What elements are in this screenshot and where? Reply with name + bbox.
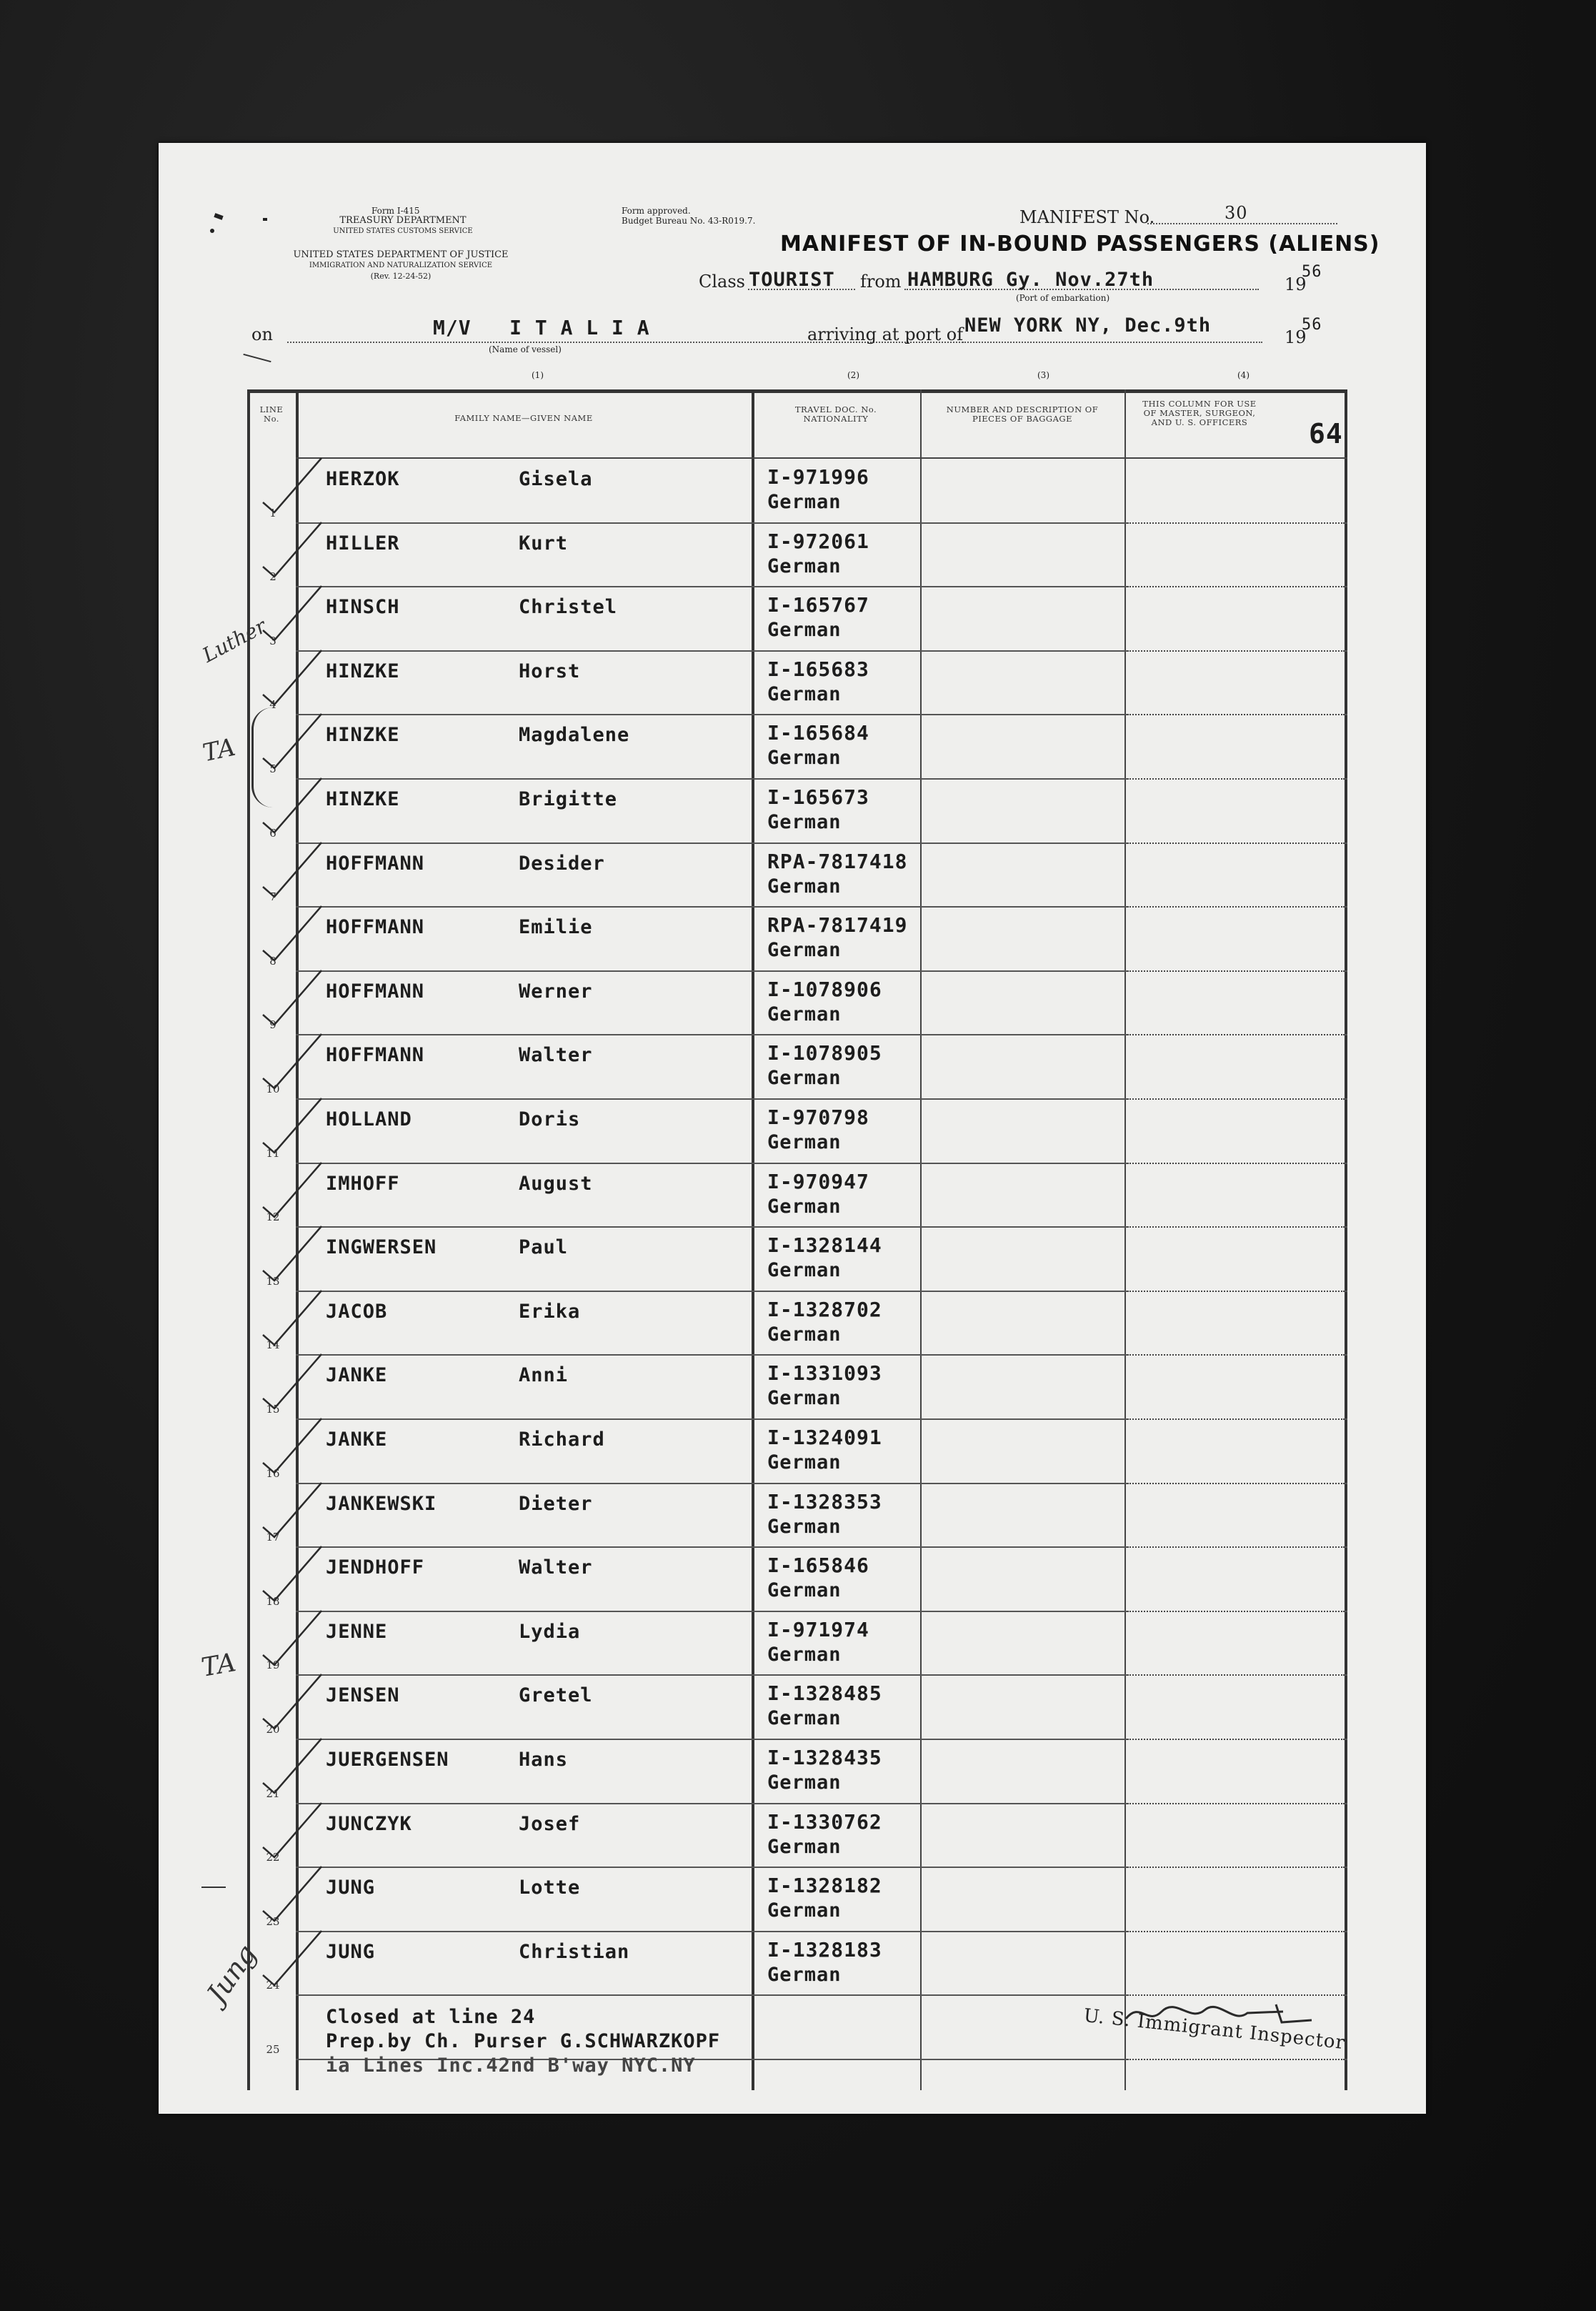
given-name: Anni	[519, 1364, 569, 1387]
customs-service: UNITED STATES CUSTOMS SERVICE	[333, 227, 473, 235]
given-name: Paul	[519, 1236, 569, 1259]
given-name: Horst	[519, 660, 581, 682]
margin-note-luther: Luther	[198, 614, 271, 667]
header-officers	[1124, 399, 1275, 427]
margin-bracket	[251, 707, 282, 807]
family-name: JANKE	[326, 1364, 388, 1387]
line-number: 23	[266, 1914, 280, 1928]
given-name: Lydia	[519, 1620, 581, 1643]
nationality: German	[767, 1067, 842, 1090]
family-name: HINSCH	[326, 596, 400, 619]
line-number: 22	[266, 1851, 280, 1864]
given-name: Doris	[519, 1108, 581, 1130]
check-mark	[253, 1157, 331, 1224]
travel-doc-number: RPA-7817418	[767, 849, 908, 873]
travel-doc-number: I-1078905	[767, 1041, 882, 1065]
given-name: August	[519, 1172, 593, 1195]
check-mark	[253, 1605, 331, 1672]
travel-doc-number: I-970947	[767, 1169, 869, 1193]
table-row	[247, 1228, 1347, 1292]
table-row	[247, 1164, 1347, 1228]
family-name: HERZOK	[326, 468, 400, 490]
travel-doc-number: I-165767	[767, 593, 869, 617]
table-row	[247, 1868, 1347, 1932]
nationality: German	[767, 1899, 842, 1922]
year-from: 56	[1302, 263, 1322, 281]
check-mark	[253, 1669, 331, 1733]
header-name: FAMILY NAME—GIVEN NAME	[454, 413, 593, 423]
header-officers-label-1: THIS COLUMN FOR USE	[1142, 399, 1257, 409]
nationality: German	[767, 811, 842, 833]
port-note: (Port of embarkation)	[1016, 293, 1110, 303]
line-number: 12	[266, 1211, 280, 1224]
given-name: Desider	[519, 852, 605, 875]
nationality: German	[767, 1259, 842, 1282]
travel-doc-number: I-1331093	[767, 1361, 882, 1386]
check-mark	[253, 1413, 331, 1477]
table-row	[247, 587, 1347, 652]
row-dotted-rule	[1127, 2059, 1345, 2060]
manifest-title: MANIFEST OF IN-BOUND PASSENGERS (ALIENS)	[780, 232, 1380, 257]
family-name: JUNCZYK	[326, 1812, 412, 1835]
given-name: Hans	[519, 1749, 569, 1771]
manifest-page	[159, 143, 1426, 2114]
travel-doc-number: I-1328182	[767, 1874, 882, 1898]
travel-doc-number: I-970798	[767, 1105, 869, 1129]
closed-at-line: Closed at line 24	[326, 2006, 536, 2028]
given-name: Dieter	[519, 1492, 593, 1515]
table-row	[247, 1484, 1347, 1549]
family-name: HOFFMANN	[326, 980, 425, 1003]
check-mark	[253, 1733, 331, 1797]
margin-note-ta-1: TA	[200, 732, 239, 768]
travel-doc-number: I-165684	[767, 721, 869, 745]
family-name: JANKE	[326, 1428, 388, 1451]
family-name: JACOB	[326, 1300, 388, 1323]
travel-doc-number: I-1324091	[767, 1426, 882, 1449]
given-name: Magdalene	[519, 724, 630, 747]
col-mark-1: (1)	[532, 370, 544, 380]
travel-doc-number: I-972061	[767, 529, 869, 553]
from-label: from	[860, 272, 902, 292]
prepared-by: Prep.by Ch. Purser G.SCHWARZKOPF	[326, 2030, 721, 2052]
header-officers-label-3: AND U. S. OFFICERS	[1151, 417, 1248, 427]
check-mark	[253, 1797, 331, 1862]
given-name: Werner	[519, 980, 593, 1003]
line-number: 8	[269, 954, 276, 968]
header-line-label: LINE	[259, 404, 284, 414]
header-doc-label: TRAVEL DOC. No.	[794, 404, 877, 414]
arriving-value: NEW YORK NY, Dec.9th	[964, 314, 1212, 337]
family-name: HINZKE	[326, 660, 400, 682]
inspector-label: U. S. Immigrant Inspector	[1082, 2004, 1347, 2054]
table-row	[247, 1676, 1347, 1740]
form-number: Form I-415	[371, 206, 420, 216]
nationality: German	[767, 875, 842, 898]
line-number: 11	[266, 1146, 280, 1160]
check-mark	[253, 965, 331, 1032]
travel-doc-number: I-1328702	[767, 1297, 882, 1321]
table-row	[247, 1035, 1347, 1100]
nationality: German	[767, 1515, 842, 1538]
header-officers-label-2: OF MASTER, SURGEON,	[1143, 408, 1256, 418]
nationality: German	[767, 1643, 842, 1666]
line-number: 14	[266, 1338, 280, 1352]
travel-doc-number: I-1330762	[767, 1809, 882, 1834]
header-baggage-label-2: PIECES OF BAGGAGE	[972, 414, 1072, 424]
given-name: Walter	[519, 1044, 593, 1067]
given-name: Erika	[519, 1300, 581, 1323]
given-name: Gretel	[519, 1684, 593, 1707]
travel-doc-number: I-1328144	[767, 1233, 882, 1258]
line-number: 10	[266, 1082, 280, 1095]
family-name: JANKEWSKI	[326, 1492, 437, 1515]
nationality: German	[767, 1387, 842, 1410]
given-name: Gisela	[519, 468, 593, 490]
family-name: JENSEN	[326, 1684, 400, 1707]
family-name: HOFFMANN	[326, 916, 425, 939]
manifest-table	[247, 389, 1347, 2090]
nationality: German	[767, 1131, 842, 1153]
given-name: Walter	[519, 1556, 593, 1579]
col-mark-2: (2)	[847, 370, 859, 380]
margin-note-jung: Jung	[200, 1939, 263, 2009]
check-mark	[253, 1285, 331, 1352]
check-mark	[253, 1093, 331, 1157]
nationality: German	[767, 1195, 842, 1218]
vessel-note: (Name of vessel)	[489, 344, 562, 354]
table-row	[247, 972, 1347, 1036]
given-name: Christian	[519, 1940, 630, 1963]
given-name: Josef	[519, 1812, 581, 1835]
margin-dash	[201, 1887, 226, 1888]
line-number: 15	[266, 1402, 280, 1416]
nationality: German	[767, 1323, 842, 1346]
family-name: HOFFMANN	[326, 1044, 425, 1067]
header-rule	[296, 457, 1347, 459]
table-row	[247, 652, 1347, 716]
manifest-no-label: MANIFEST No.	[1019, 207, 1155, 227]
nationality: German	[767, 1963, 842, 1986]
form-approved: Form approved.	[622, 206, 691, 216]
header-baggage-label-1: NUMBER AND DESCRIPTION OF	[946, 404, 1099, 414]
nationality: German	[767, 491, 842, 513]
nationality: German	[767, 682, 842, 705]
nationality: German	[767, 1451, 842, 1473]
ink-specks	[214, 213, 223, 220]
family-name: JUNG	[326, 1877, 376, 1899]
travel-doc-number: I-1078906	[767, 977, 882, 1001]
nationality: German	[767, 555, 842, 577]
check-mark	[253, 1861, 331, 1925]
table-row	[247, 459, 1347, 524]
check-mark	[253, 1477, 331, 1541]
year-prefix-from: 19	[1285, 274, 1307, 294]
travel-doc-number: I-165683	[767, 657, 869, 681]
ink-specks-2	[210, 229, 214, 233]
budget-bureau: Budget Bureau No. 43-R019.7.	[622, 216, 756, 226]
family-name: HINZKE	[326, 724, 400, 747]
family-name: HINZKE	[326, 788, 400, 810]
line-number: 6	[269, 826, 276, 840]
line-number: 3	[269, 634, 276, 647]
family-name: HOLLAND	[326, 1108, 412, 1130]
given-name: Lotte	[519, 1877, 581, 1899]
manifest-no-value: 30	[1225, 203, 1248, 223]
travel-doc-number: I-971996	[767, 465, 869, 489]
check-mark	[253, 837, 331, 904]
nationality: German	[767, 1771, 842, 1794]
table-row	[247, 1612, 1347, 1676]
header-doc	[752, 405, 920, 424]
table-row	[247, 1356, 1347, 1420]
travel-doc-number: I-165673	[767, 785, 869, 809]
line-number: 2	[269, 570, 276, 584]
nationality: German	[767, 939, 842, 962]
from-value: HAMBURG Gy. Nov.27th	[907, 269, 1154, 291]
vessel-value: M/V I T A L I A	[433, 316, 650, 339]
family-name: JENDHOFF	[326, 1556, 425, 1579]
ink-specks-3	[263, 218, 267, 221]
col-mark-4: (4)	[1237, 370, 1250, 380]
travel-doc-number: I-1328353	[767, 1489, 882, 1514]
given-name: Brigitte	[519, 788, 618, 810]
line-number: 24	[266, 1979, 280, 1992]
family-name: JUNG	[326, 1940, 376, 1963]
table-row	[247, 780, 1347, 844]
header-no-label: No.	[264, 414, 279, 424]
manifest-no-dots	[1147, 223, 1337, 224]
nationality: German	[767, 1707, 842, 1730]
arriving-label: arriving at port of	[807, 324, 964, 344]
line-number: 25	[266, 2042, 280, 2056]
family-name: INGWERSEN	[326, 1236, 437, 1259]
nationality: German	[767, 747, 842, 770]
line-number: 17	[266, 1531, 280, 1544]
year-prefix-arrive: 19	[1285, 327, 1307, 347]
nationality: German	[767, 1579, 842, 1602]
justice-dept: UNITED STATES DEPARTMENT OF JUSTICE	[293, 249, 509, 260]
header-nationality-label: NATIONALITY	[803, 414, 869, 424]
lines-address: ia Lines Inc.42nd B'way NYC.NY	[326, 2054, 696, 2077]
ins-service: IMMIGRATION AND NATURALIZATION SERVICE	[309, 262, 493, 269]
given-name: Emilie	[519, 916, 593, 939]
line-number: 19	[266, 1659, 280, 1672]
table-row	[247, 1548, 1347, 1612]
class-value: TOURIST	[749, 269, 835, 291]
header-line-no	[251, 405, 291, 424]
line-number: 1	[269, 506, 276, 520]
year-arrive: 56	[1302, 316, 1322, 334]
check-mark	[253, 517, 331, 584]
header-baggage	[920, 405, 1124, 424]
line-number: 9	[269, 1018, 276, 1032]
check-mark	[253, 900, 331, 965]
table-row	[247, 1292, 1347, 1356]
given-name: Kurt	[519, 532, 569, 555]
line-number: 20	[266, 1722, 280, 1736]
table-row	[247, 908, 1347, 972]
check-mark	[253, 1541, 331, 1605]
line-number: 18	[266, 1594, 280, 1608]
col-mark-3: (3)	[1037, 370, 1049, 380]
line-number: 7	[269, 890, 276, 904]
treasury-dept: TREASURY DEPARTMENT	[339, 215, 467, 226]
check-mark	[253, 1028, 331, 1093]
line-number: 4	[269, 698, 276, 712]
nationality: German	[767, 619, 842, 642]
revision: (Rev. 12-24-52)	[370, 272, 432, 281]
margin-pen-stroke	[243, 354, 271, 362]
table-row	[247, 1740, 1347, 1804]
nationality: German	[767, 1003, 842, 1025]
travel-doc-number: I-1328183	[767, 1937, 882, 1962]
line-number: 13	[266, 1274, 280, 1288]
family-name: IMHOFF	[326, 1172, 400, 1195]
nationality: German	[767, 1835, 842, 1858]
check-mark	[253, 1925, 331, 1989]
table-row	[247, 524, 1347, 588]
table-row	[247, 1420, 1347, 1484]
arriving-dots	[962, 342, 1262, 343]
margin-note-ta-2: TA	[199, 1648, 239, 1683]
travel-doc-number: I-1328485	[767, 1681, 882, 1706]
table-row	[247, 1932, 1347, 1997]
on-label: on	[251, 324, 273, 344]
class-label: Class	[699, 272, 745, 292]
travel-doc-number: I-1328435	[767, 1746, 882, 1769]
check-mark	[253, 1348, 331, 1413]
family-name: HILLER	[326, 532, 400, 555]
check-mark	[253, 1221, 331, 1285]
family-name: JUERGENSEN	[326, 1749, 449, 1771]
line-number: 16	[266, 1466, 280, 1480]
travel-doc-number: I-971974	[767, 1617, 869, 1641]
check-mark	[253, 645, 331, 712]
travel-doc-number: RPA-7817419	[767, 913, 908, 938]
travel-doc-number: I-165846	[767, 1554, 869, 1578]
family-name: JENNE	[326, 1620, 388, 1643]
given-name: Christel	[519, 596, 618, 619]
table-row	[247, 844, 1347, 908]
given-name: Richard	[519, 1428, 605, 1451]
page-stamp: 64	[1309, 418, 1343, 449]
check-mark	[253, 452, 331, 517]
table-row	[247, 1100, 1347, 1164]
line-number: 5	[269, 762, 276, 775]
table-row	[247, 715, 1347, 780]
line-number: 21	[266, 1786, 280, 1800]
family-name: HOFFMANN	[326, 852, 425, 875]
table-row	[247, 1804, 1347, 1869]
